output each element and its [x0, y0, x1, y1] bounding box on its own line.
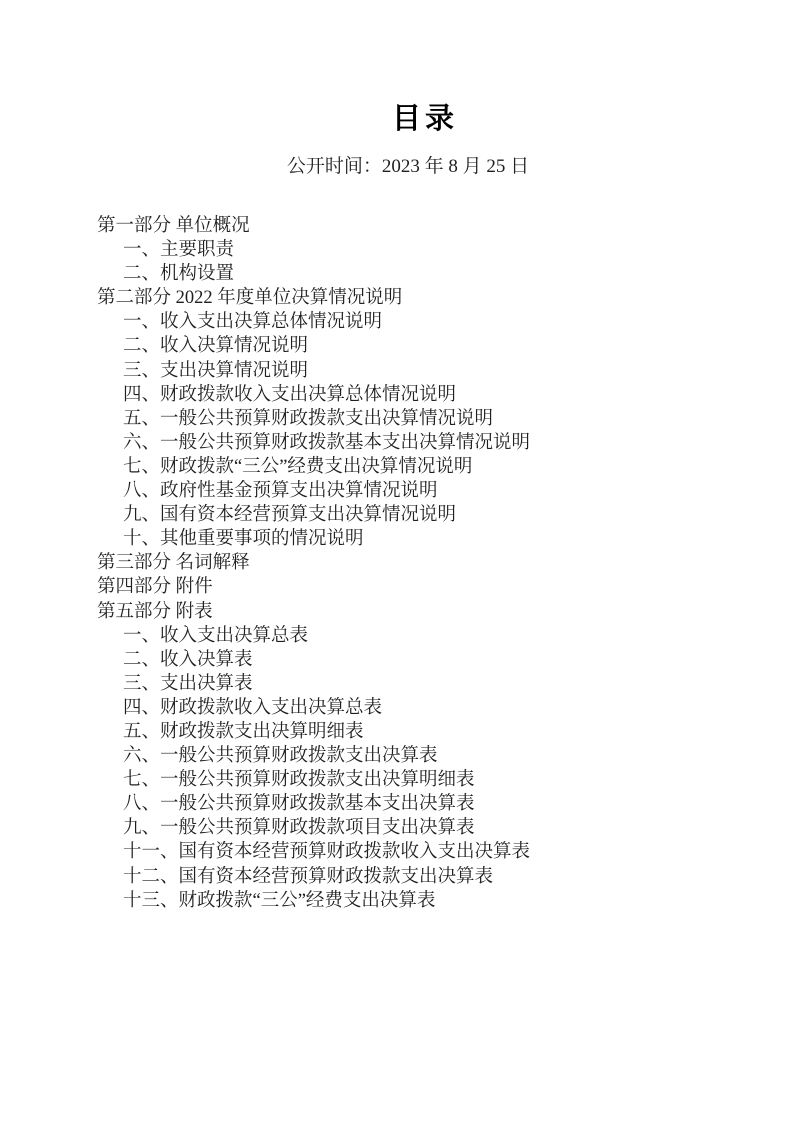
toc-entry: 第二部分 2022 年度单位决算情况说明 — [97, 288, 403, 309]
toc-entry: 二、收入决算表 — [123, 649, 253, 670]
toc-entry: 七、财政拨款“三公”经费支出决算情况说明 — [123, 456, 473, 477]
table-of-contents — [97, 214, 737, 913]
toc-entry: 第四部分 附件 — [97, 577, 213, 598]
publish-time: 公开时间：2023 年 8 月 25 日 — [286, 156, 530, 177]
toc-entry: 八、政府性基金预算支出决算情况说明 — [123, 481, 438, 502]
toc-entry: 九、国有资本经营预算支出决算情况说明 — [123, 505, 457, 526]
toc-entry: 一、收入支出决算总体情况说明 — [123, 312, 383, 333]
toc-entry: 十一、国有资本经营预算财政拨款收入支出决算表 — [123, 842, 531, 863]
toc-entry: 七、一般公共预算财政拨款支出决算明细表 — [123, 770, 475, 791]
page-title: 目录 — [391, 103, 458, 135]
toc-entry: 八、一般公共预算财政拨款基本支出决算表 — [123, 794, 475, 815]
toc-entry: 二、收入决算情况说明 — [123, 336, 309, 357]
toc-entry: 十二、国有资本经营预算财政拨款支出决算表 — [123, 866, 494, 887]
toc-entry: 一、主要职责 — [123, 240, 235, 261]
toc-entry: 四、财政拨款收入支出决算总体情况说明 — [123, 384, 457, 405]
toc-entry: 四、财政拨款收入支出决算总表 — [123, 697, 383, 718]
toc-entry: 第一部分 单位概况 — [97, 216, 250, 236]
toc-entry: 二、机构设置 — [123, 264, 235, 285]
toc-entry: 九、一般公共预算财政拨款项目支出决算表 — [123, 818, 475, 839]
toc-entry: 五、一般公共预算财政拨款支出决算情况说明 — [123, 408, 494, 429]
toc-entry: 三、支出决算表 — [123, 673, 253, 694]
toc-entry: 第三部分 名词解释 — [97, 553, 250, 574]
toc-entry: 六、一般公共预算财政拨款基本支出决算情况说明 — [123, 432, 531, 453]
toc-entry: 五、财政拨款支出决算明细表 — [123, 721, 364, 742]
toc-entry: 六、一般公共预算财政拨款支出决算表 — [123, 746, 438, 767]
toc-entry: 一、收入支出决算总表 — [123, 625, 309, 646]
toc-entry: 十、其他重要事项的情况说明 — [123, 529, 364, 550]
toc-entry: 十三、财政拨款“三公”经费支出决算表 — [123, 890, 436, 911]
toc-entry: 第五部分 附表 — [97, 601, 213, 622]
toc-entry: 三、支出决算情况说明 — [123, 360, 309, 381]
